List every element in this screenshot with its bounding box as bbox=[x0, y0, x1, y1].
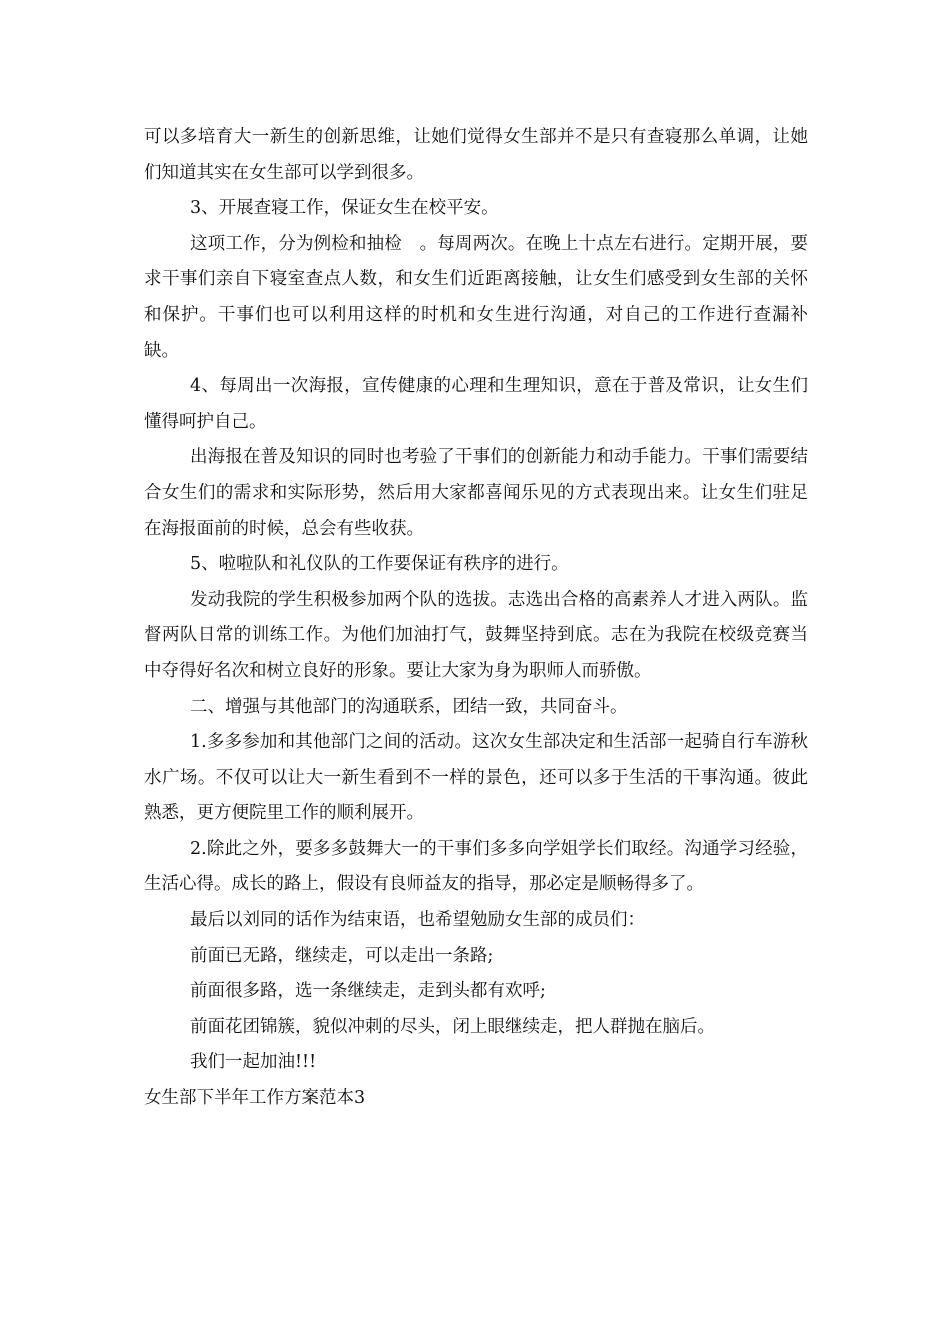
quote-line-2: 前面很多路，选一条继续走，走到头都有欢呼; bbox=[190, 981, 546, 1002]
next-section-title: 女生部下半年工作方案范本3 bbox=[144, 1088, 366, 1109]
document-page bbox=[144, 120, 808, 1117]
quote-line-1: 前面已无路，继续走，可以走出一条路; bbox=[190, 945, 494, 966]
item-4-heading: 4、每周出一次海报，宣传健康的心理和生理知识，意在于普及常识，让女生们懂得呵护自己。 bbox=[144, 376, 808, 432]
paragraph-mentoring: 2.除此之外，要多多鼓舞大一的干事们多多向学姐学长们取经。沟通学习经验，生活心得。成长的路上，假设有良师益友的指导，那必定是顺畅得多了。 bbox=[144, 838, 808, 895]
item-3-heading: 3、开展查寝工作，保证女生在校平安。 bbox=[190, 198, 499, 219]
paragraph-intro: 可以多培育大一新生的创新思维，让她们觉得女生部并不是只有查寝那么单调，让她们知道其实在女生部可以学到很多。 bbox=[144, 127, 808, 183]
paragraph-teams: 发动我院的学生积极参加两个队的选拔。志选出合格的高素养人才进入两队。监督两队日常的训练工作。为他们加油打气，鼓舞坚持到底。志在为我院在校级竞赛当中夺得好名次和树立良好的形象。要让大家为身为职师人而骄傲。 bbox=[144, 589, 808, 681]
cheer-line: 我们一起加油!!! bbox=[190, 1052, 317, 1073]
quote-line-3: 前面花团锦簇，貌似冲刺的尽头，闭上眼继续走，把人群抛在脑后。 bbox=[190, 1016, 715, 1037]
item-5-heading: 5、啦啦队和礼仪队的工作要保证有秩序的进行。 bbox=[190, 554, 569, 575]
paragraph-activities: 1.多多参加和其他部门之间的活动。这次女生部决定和生活部一起骑自行车游秋水广场。不仅可以让大一新生看到不一样的景色，还可以多于生活的干事沟通。彼此熟悉，更方便院里工作的顺利展开。 bbox=[144, 732, 808, 824]
paragraph-dorm-check: 这项工作，分为例检和抽检 。每周两次。在晚上十点左右进行。定期开展，要求干事们亲自下寝室查点人数，和女生们近距离接触，让女生们感受到女生部的关怀和保护。干事们也可以利用这样的时机和女生进行沟通，对自己的工作进行查漏补缺。 bbox=[144, 233, 808, 361]
paragraph-closing-intro: 最后以刘同的话作为结束语，也希望勉励女生部的成员们： bbox=[190, 910, 645, 931]
section-2-heading: 二、增强与其他部门的沟通联系，团结一致，共同奋斗。 bbox=[190, 696, 628, 717]
paragraph-poster: 出海报在普及知识的同时也考验了干事们的创新能力和动手能力。干事们需要结合女生们的需求和实际形势，然后用大家都喜闻乐见的方式表现出来。让女生们驻足在海报面前的时候，总会有些收获。 bbox=[144, 447, 808, 539]
